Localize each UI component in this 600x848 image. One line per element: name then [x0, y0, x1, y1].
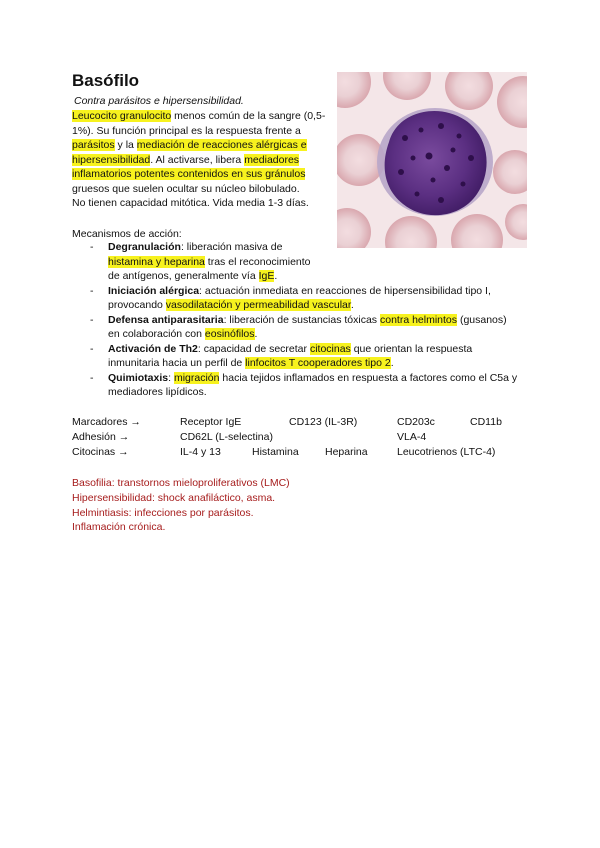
intro-text-1: menos común de la sangre (0,5-1%). Su función principal es la respuesta frente a [72, 110, 326, 137]
mechanism-item-chemotaxis [90, 371, 520, 400]
mechanism-text: tras el reconocimiento de antígenos, generalmente vía [108, 255, 311, 282]
table-cell: IL-4 y 13 [180, 446, 221, 458]
clinical-note: Hipersensibilidad: shock anafiláctico, asma. [72, 491, 276, 504]
mechanism-text: (gusanos) en colaboración con [108, 313, 507, 340]
mechanisms-list [90, 240, 520, 400]
mechanism-text: . [254, 328, 258, 340]
mechanisms-heading: Mecanismos de acción: [72, 228, 182, 240]
row-label: Adhesión → [72, 431, 130, 443]
row-label: Citocinas → [72, 446, 129, 458]
subtitle: Contra parásitos e hipersensibilidad. [74, 95, 244, 107]
mechanism-highlight: eosinófilos [204, 328, 255, 340]
mechanism-highlight: vasodilatación y permeabilidad vascular [165, 299, 351, 311]
mechanism-term: Defensa antiparasitaria [108, 313, 224, 326]
list-bullet: - [90, 371, 94, 384]
highlight-parasites: parásitos [72, 139, 115, 151]
intro-text-3: . Al activarse, libera [150, 153, 245, 166]
mechanism-term: Iniciación alérgica [108, 284, 200, 297]
table-cell: CD123 (IL-3R) [289, 416, 358, 428]
list-bullet: - [90, 313, 94, 326]
mechanism-item-allergic [90, 284, 520, 313]
list-bullet: - [90, 284, 94, 297]
mechanism-term: Degranulación [108, 241, 181, 253]
basophil-micrograph [337, 72, 527, 248]
highlight-allergic: mediación de reacciones alérgicas e hipersensibilidad [72, 139, 307, 166]
mechanism-text: . [390, 357, 394, 369]
mechanism-highlight: histamina y heparina [108, 255, 205, 268]
mechanism-item-antiparasitic [90, 313, 520, 342]
list-bullet: - [90, 241, 94, 253]
intro-paragraph [72, 109, 334, 211]
row-label: Marcadores → [72, 416, 141, 428]
table-cell: Heparina [325, 446, 368, 458]
mechanism-text: : [168, 371, 174, 384]
mechanism-highlight: IgE [258, 270, 275, 282]
mechanism-highlight: linfocitos T cooperadores tipo 2 [245, 357, 391, 369]
clinical-note: Inflamación crónica. [72, 521, 166, 534]
page-title: Basófilo [72, 71, 140, 90]
table-cell: VLA-4 [397, 431, 427, 443]
mechanism-text: . [350, 299, 354, 311]
mechanism-text: : liberación masiva de [180, 241, 283, 253]
mechanism-item-degranulation [90, 240, 323, 284]
mechanism-text: : actuación inmediata en reacciones de hipersensibilidad tipo I, provocando [108, 284, 491, 311]
table-cell: Receptor IgE [180, 416, 242, 428]
mechanism-term: Quimiotaxis [108, 371, 169, 384]
intro-text-5: No tienen capacidad mitótica. Vida media 1-3 días. [72, 197, 309, 209]
clinical-notes [72, 476, 290, 535]
table-cell: CD62L (L-selectina) [180, 431, 273, 443]
mechanism-highlight: contra helmintos [379, 313, 458, 326]
clinical-note: Helmintiasis: infecciones por parásitos. [72, 506, 254, 519]
intro-text-2: y la [114, 139, 137, 151]
highlight-granulocyte: Leucocito granulocito [72, 110, 172, 122]
mechanism-term: Activación de Th2 [108, 342, 198, 355]
list-bullet: - [90, 342, 94, 355]
table-cell: Leucotrienos (LTC-4) [397, 446, 496, 458]
table-cell: CD203c [397, 416, 435, 428]
mechanism-text: que orientan la respuesta inmunitaria hacia un perfil de [108, 342, 473, 369]
clinical-note: Basofilia: transtornos mieloproliferativos (LMC) [72, 477, 290, 489]
highlight-mediators: mediadores inflamatorios potentes contenidos en sus gránulos [72, 153, 306, 180]
table-cell: CD11b [470, 416, 502, 428]
mechanism-text: . [274, 270, 278, 282]
mechanism-text: : capacidad de secretar [197, 342, 310, 355]
mechanism-highlight: citocinas [309, 342, 351, 355]
mechanism-text: : liberación de sustancias tóxicas [223, 313, 380, 326]
mechanism-highlight: migración [173, 371, 220, 384]
mechanism-text: hacia tejidos inflamados en respuesta a factores como el C5a y mediadores lipídicos. [108, 371, 518, 398]
table-cell: Histamina [252, 446, 299, 458]
intro-text-4: gruesos que suelen ocultar su núcleo bilobulado. [72, 182, 300, 195]
mechanism-item-th2 [90, 342, 520, 371]
